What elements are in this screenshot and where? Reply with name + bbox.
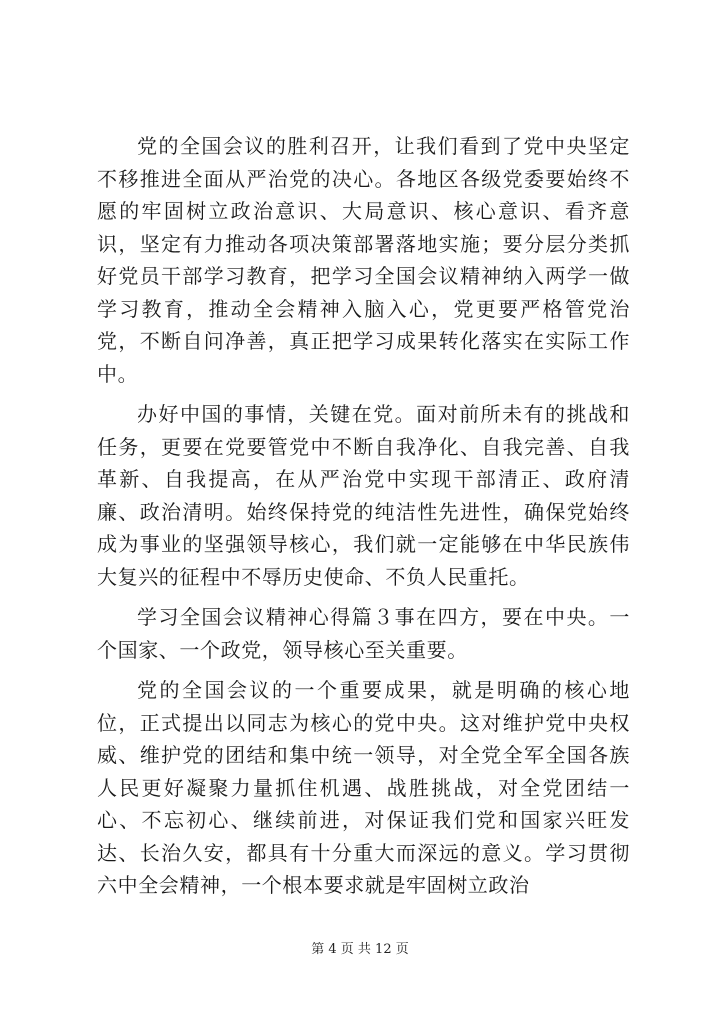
paragraph-1: 党的全国会议的胜利召开，让我们看到了党中央坚定不移推进全面从严治党的决心。各地区各级党委要始终不愿的牢固树立政治意识、大局意识、核心意识、看齐意识，坚定有力推动各项决策部署落地实施；要分层分类抓好党员干部学习教育，把学习全国会议精神纳入两学一做学习教育，推动全会精神入脑入心，党更要严格管党治党，不断自问净善，真正把学习成果转化落实在实际工作中。 [97,134,630,386]
page-number-footer: 第 4 页 共 12 页 [311,942,409,957]
paragraph-4: 党的全国会议的一个重要成果，就是明确的核心地位，正式提出以同志为核心的党中央。这对维护党中央权威、维护党的团结和集中统一领导，对全党全军全国各族人民更好凝聚力量抓住机遇、战胜挑战，对全党团结一心、不忘初心、继续前进，对保证我们党和国家兴旺发达、长治久安，都具有十分重大而深远的意义。学习贯彻六中全会精神，一个根本要求就是牢固树立政治 [97,678,630,897]
document-body [97,130,630,910]
paragraph-3: 学习全国会议精神心得篇３事在四方，要在中央。一个国家、一个政党，领导核心至关重要。 [97,605,630,662]
paragraph-2: 办好中国的事情，关键在党。面对前所未有的挑战和任务，更要在党要管党中不断自我净化、自我完善、自我革新、自我提高，在从严治党中实现干部清正、政府清廉、政治清明。始终保持党的纯洁性先进性，确保党始终成为事业的坚强领导核心，我们就一定能够在中华民族伟大复兴的征程中不辱历史使命、不负人民重托。 [97,402,630,589]
